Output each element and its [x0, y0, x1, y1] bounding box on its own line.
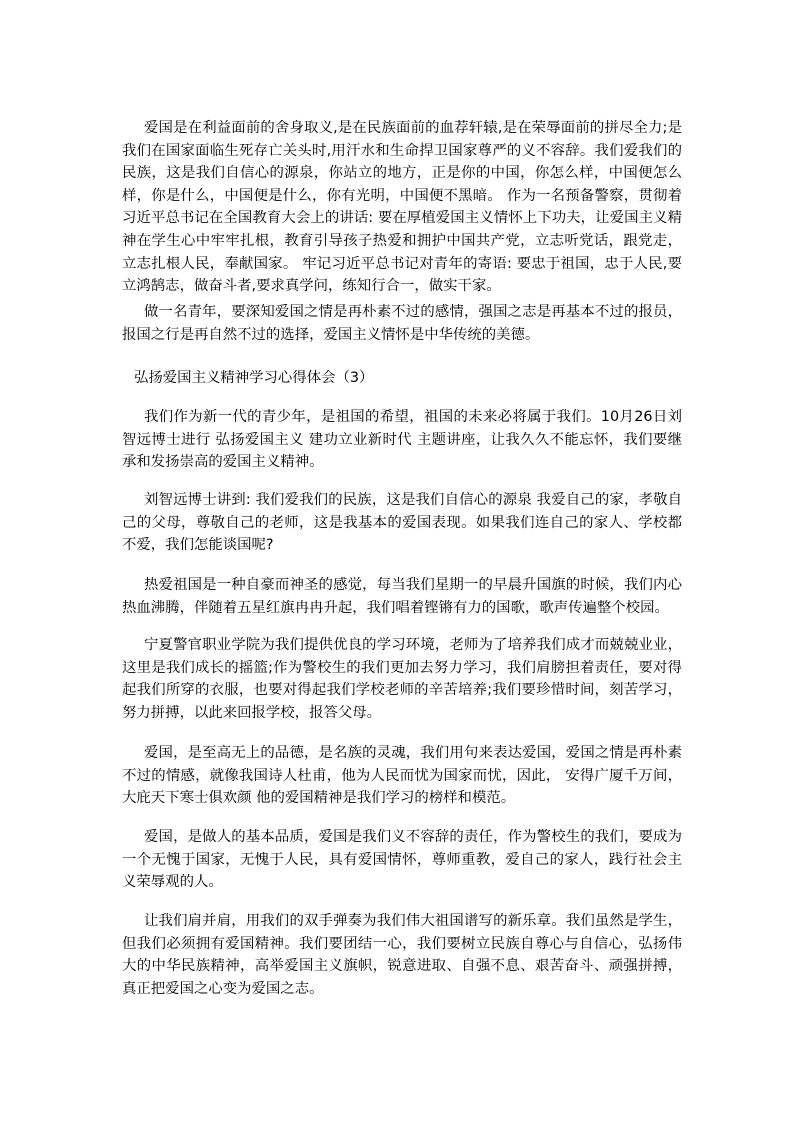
paragraph-1: 爱国是在利益面前的舍身取义,是在民族面前的血荐轩辕,是在荣辱面前的拼尽全力;是我们在国家面临生死存亡关头时,用汗水和生命捍卫国家尊严的义不容辞。我们爱我们的民族，这是我们自信心的源泉，你站立的地方，正是你的中国，你怎么样，中国便怎么样，你是什么，中国便是什么，你有光明，中国便不黑暗。 作为一名预备警察，贯彻着习近平总书记在全国教育大会上的讲话: 要在厚植爱国主义情怀上下功夫，让爱国主义精神在学生心中牢牢扎根，教育引导孩子热爱和拥护中国共产党，立志听党话，跟党走，立志扎根人民，奉献国家。 牢记习近平总书记对青年的寄语: 要忠于祖国，忠于人民,要立鸿鹄志，做奋斗者,要求真学问，练知行合一，做实干家。 [122, 120, 682, 295]
paragraph-7: 爱国，是至高无上的品德，是名族的灵魂，我们用句来表达爱国，爱国之情是再朴素不过的情感，就像我国诗人杜甫，他为人民而忧为国家而忧，因此， 安得广厦千万间，大庇天下寒士俱欢颜 他的爱国精神是我们学习的榜样和模范。 [122, 745, 682, 807]
paragraph-6: 宁夏警官职业学院为我们提供优良的学习环境，老师为了培养我们成才而兢兢业业，这里是我们成长的摇篮;作为警校生的我们更加去努力学习，我们肩膀担着责任，要对得起我们所穿的衣服，也要对得起我们学校老师的辛苦培养;我们要珍惜时间，刻苦学习，努力拼搏，以此来回报学校，报答父母。 [122, 637, 682, 721]
paragraph-8: 爱国，是做人的基本品质，爱国是我们义不容辞的责任，作为警校生的我们，要成为一个无愧于国家，无愧于人民，具有爱国情怀，尊师重教，爱自己的家人，践行社会主义荣辱观的人。 [122, 829, 682, 891]
section-heading: 弘扬爱国主义精神学习心得体会（3） [134, 370, 374, 386]
paragraph-5: 热爱祖国是一种自豪而神圣的感觉，每当我们星期一的早晨升国旗的时候，我们内心热血沸腾，伴随着五星红旗冉冉升起，我们唱着铿锵有力的国歌，歌声传遍整个校园。 [122, 577, 682, 616]
paragraph-3: 我们作为新一代的青少年，是祖国的希望，祖国的未来必将属于我们。10月26日刘智远博士进行 弘扬爱国主义 建功立业新时代 主题讲座，让我久久不能忘怀，我们要继承和发扬崇高的爱国主义精神。 [122, 409, 682, 471]
paragraph-2: 做一名青年，要深知爱国之情是再朴素不过的感情，强国之志是再基本不过的报员，报国之行是再自然不过的选择，爱国主义情怀是中华传统的美德。 [122, 304, 682, 343]
paragraph-4: 刘智远博士讲到: 我们爱我们的民族，这是我们自信心的源泉 我爱自己的家，孝敬自己的父母，尊敬自己的老师，这是我基本的爱国表现。如果我们连自己的家人、学校都不爱，我们怎能谈国呢? [122, 492, 682, 554]
paragraph-9: 让我们肩并肩，用我们的双手弹奏为我们伟大祖国谱写的新乐章。我们虽然是学生，但我们必须拥有爱国精神。我们要团结一心，我们要树立民族自尊心与自信心，弘扬伟大的中华民族精神，高举爱国主义旗帜，锐意进取、自强不息、艰苦奋斗、顽强拼搏，真正把爱国之心变为爱国之志。 [122, 913, 682, 997]
